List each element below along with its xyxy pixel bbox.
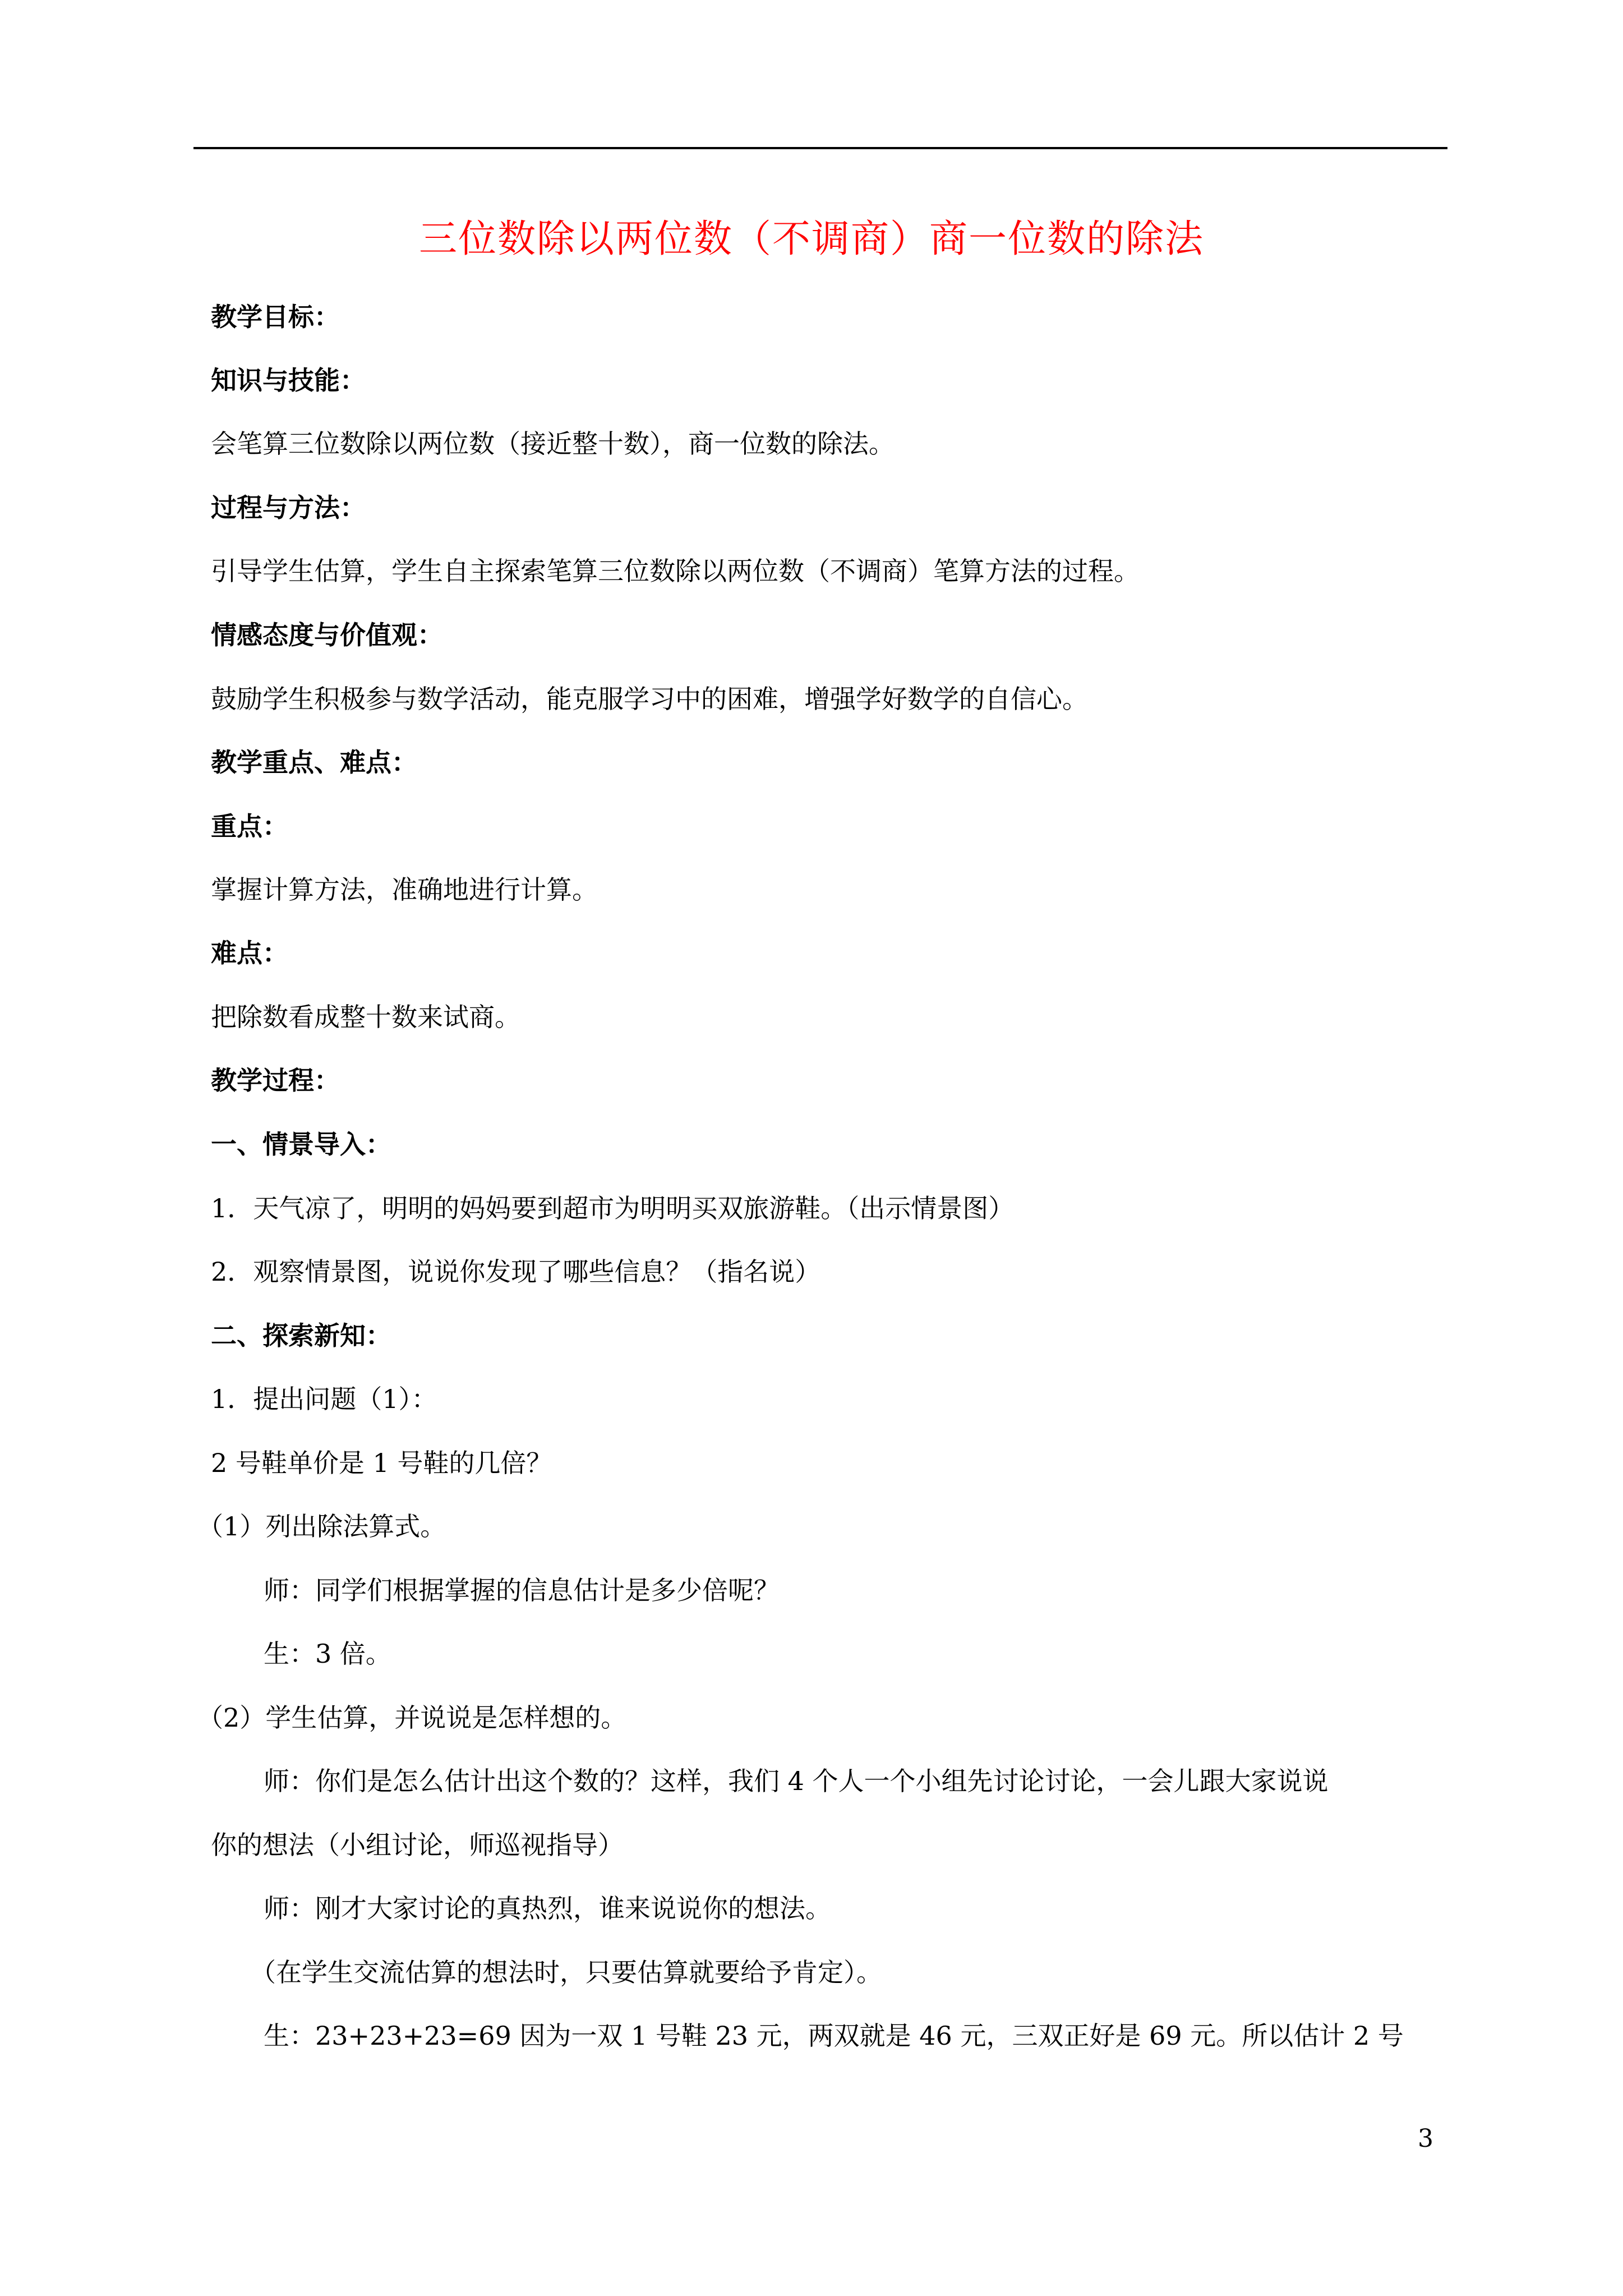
dialogue-line-continued: 你的想法（小组讨论，师巡视指导）: [211, 1830, 624, 1860]
list-item: 1．天气凉了，明明的妈妈要到超市为明明买双旅游鞋。（出示情景图）: [211, 1193, 1015, 1223]
dialogue-line: 师：同学们根据掌握的信息估计是多少倍呢？: [264, 1575, 780, 1605]
paragraph: （1）列出除法算式。: [197, 1511, 446, 1542]
dialogue-line: 师：你们是怎么估计出这个数的？这样，我们 4 个人一个小组先讨论讨论，一会儿跟大家说说: [264, 1766, 1329, 1796]
heading-teaching-goals: 教学目标：: [211, 302, 340, 332]
dialogue-line: 生：3 倍。: [264, 1639, 391, 1669]
paragraph: 鼓励学生积极参与数学活动，能克服学习中的困难，增强学好数学的自信心。: [211, 684, 1088, 714]
list-item: 2．观察情景图，说说你发现了哪些信息？（指名说）: [211, 1257, 821, 1287]
heading-section-one: 一、情景导入：: [211, 1129, 391, 1159]
dialogue-line: 师：刚才大家讨论的真热烈，谁来说说你的想法。: [264, 1893, 831, 1924]
paragraph: 掌握计算方法，准确地进行计算。: [211, 875, 598, 905]
list-item: 1．提出问题（1）：: [211, 1384, 437, 1414]
document-title: 三位数除以两位数（不调商）商一位数的除法: [418, 217, 1204, 261]
paragraph: 会笔算三位数除以两位数（接近整十数），商一位数的除法。: [211, 429, 895, 459]
heading-attitude-values: 情感态度与价值观：: [211, 620, 443, 650]
heading-teaching-process: 教学过程：: [211, 1065, 340, 1096]
dialogue-line: 生：23+23+23=69 因为一双 1 号鞋 23 元，两双就是 46 元，三双正好是 69 元。所以估计 2 号: [264, 2021, 1404, 2051]
heading-key-difficult-points: 教学重点、难点：: [211, 747, 417, 777]
heading-section-two: 二、探索新知：: [211, 1320, 391, 1351]
heading-key-point: 重点：: [211, 811, 288, 841]
page-number: 3: [1418, 2124, 1433, 2153]
heading-process-method: 过程与方法：: [211, 493, 366, 523]
paragraph: 引导学生估算，学生自主探索笔算三位数除以两位数（不调商）笔算方法的过程。: [211, 556, 1140, 586]
paragraph: 把除数看成整十数来试商。: [211, 1002, 520, 1032]
paragraph: 2 号鞋单价是 1 号鞋的几倍？: [211, 1448, 552, 1478]
paragraph: （2）学生估算，并说说是怎样想的。: [197, 1703, 627, 1733]
header-rule: [193, 147, 1447, 149]
heading-knowledge-skills: 知识与技能：: [211, 365, 366, 395]
paragraph: （在学生交流估算的想法时，只要估算就要给予肯定）。: [250, 1957, 882, 1987]
heading-difficult-point: 难点：: [211, 938, 288, 968]
